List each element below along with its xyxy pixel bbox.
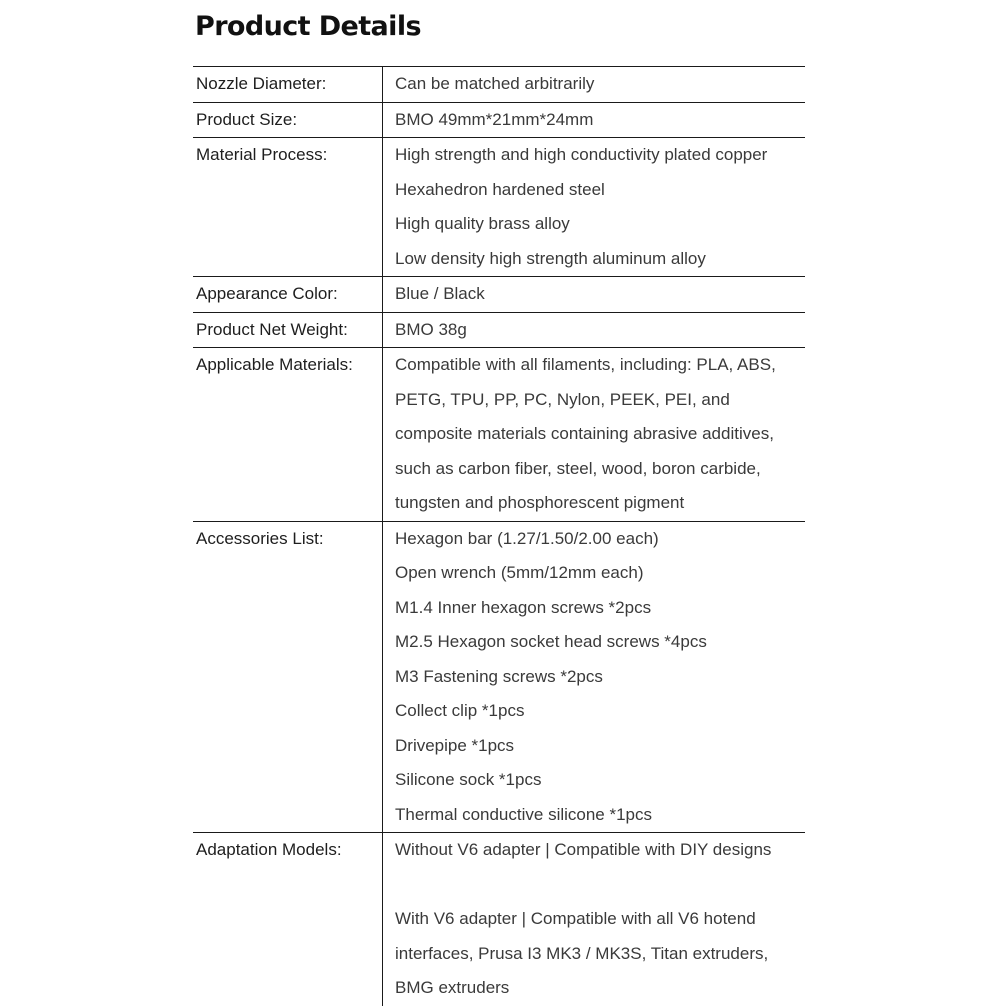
spec-values [382,67,805,102]
spec-value-line [395,868,805,903]
spec-values [382,522,805,833]
spec-value-line: M3 Fastening screws *2pcs [395,666,603,686]
spec-value-line: PETG, TPU, PP, PC, Nylon, PEEK, PEI, and [395,389,730,409]
spec-value-line: tungsten and phosphorescent pigment [395,493,685,512]
spec-label: Accessories List: [196,528,324,548]
spec-row [193,833,805,1006]
spec-value-line: composite materials containing abrasive additives, [395,424,774,443]
spec-value-line: Hexagon bar (1.27/1.50/2.00 each) [395,528,659,548]
spec-value-line: BMG extruders [395,978,510,997]
spec-values [382,103,805,138]
spec-value-line: High strength and high conductivity plated copper [395,145,768,164]
spec-value-line: M2.5 Hexagon socket head screws *4pcs [395,632,707,651]
spec-value-line: such as carbon fiber, steel, wood, boron carbide, [395,458,761,478]
spec-label: Applicable Materials: [196,355,353,374]
spec-row [193,103,805,139]
spec-values [382,348,805,521]
spec-value-line: M1.4 Inner hexagon screws *2pcs [395,597,652,617]
spec-values [382,833,805,1006]
spec-label: Appearance Color: [196,284,338,303]
spec-row [193,277,805,313]
spec-row [193,67,805,103]
spec-label: Material Process: [196,145,328,164]
spec-values [382,277,805,312]
spec-value-line: High quality brass alloy [395,214,570,233]
spec-value-line: Blue / Black [395,284,485,303]
spec-row [193,522,805,834]
spec-value-line: interfaces, Prusa I3 MK3 / MK3S, Titan extruders, [395,943,769,963]
spec-value-line: Drivepipe *1pcs [395,735,515,755]
spec-value-line: Can be matched arbitrarily [395,74,595,93]
spec-value-line: Compatible with all filaments, including: PLA, ABS, [395,355,776,374]
spec-values [382,313,805,348]
spec-value-line: Collect clip *1pcs [395,701,525,720]
spec-value-line: BMO 38g [395,319,467,339]
spec-row [193,313,805,349]
spec-table [193,66,805,1006]
spec-value-line: Open wrench (5mm/12mm each) [395,563,644,582]
spec-values [382,138,805,276]
spec-label: Product Net Weight: [196,319,348,339]
spec-value-line: Silicone sock *1pcs [395,770,542,789]
spec-value-line: Thermal conductive silicone *1pcs [395,804,653,824]
spec-label: Product Size: [196,109,298,129]
spec-row [193,348,805,522]
spec-value-line: Hexahedron hardened steel [395,179,605,199]
spec-value-line: With V6 adapter | Compatible with all V6 hotend [395,909,756,928]
spec-value-line: Low density high strength aluminum alloy [395,248,706,268]
spec-value-line: BMO 49mm*21mm*24mm [395,109,594,129]
spec-label: Adaptation Models: [196,840,342,859]
spec-label: Nozzle Diameter: [196,74,327,93]
spec-row [193,138,805,277]
spec-value-line: Without V6 adapter | Compatible with DIY designs [395,840,772,859]
page-title: Product Details [195,11,421,42]
